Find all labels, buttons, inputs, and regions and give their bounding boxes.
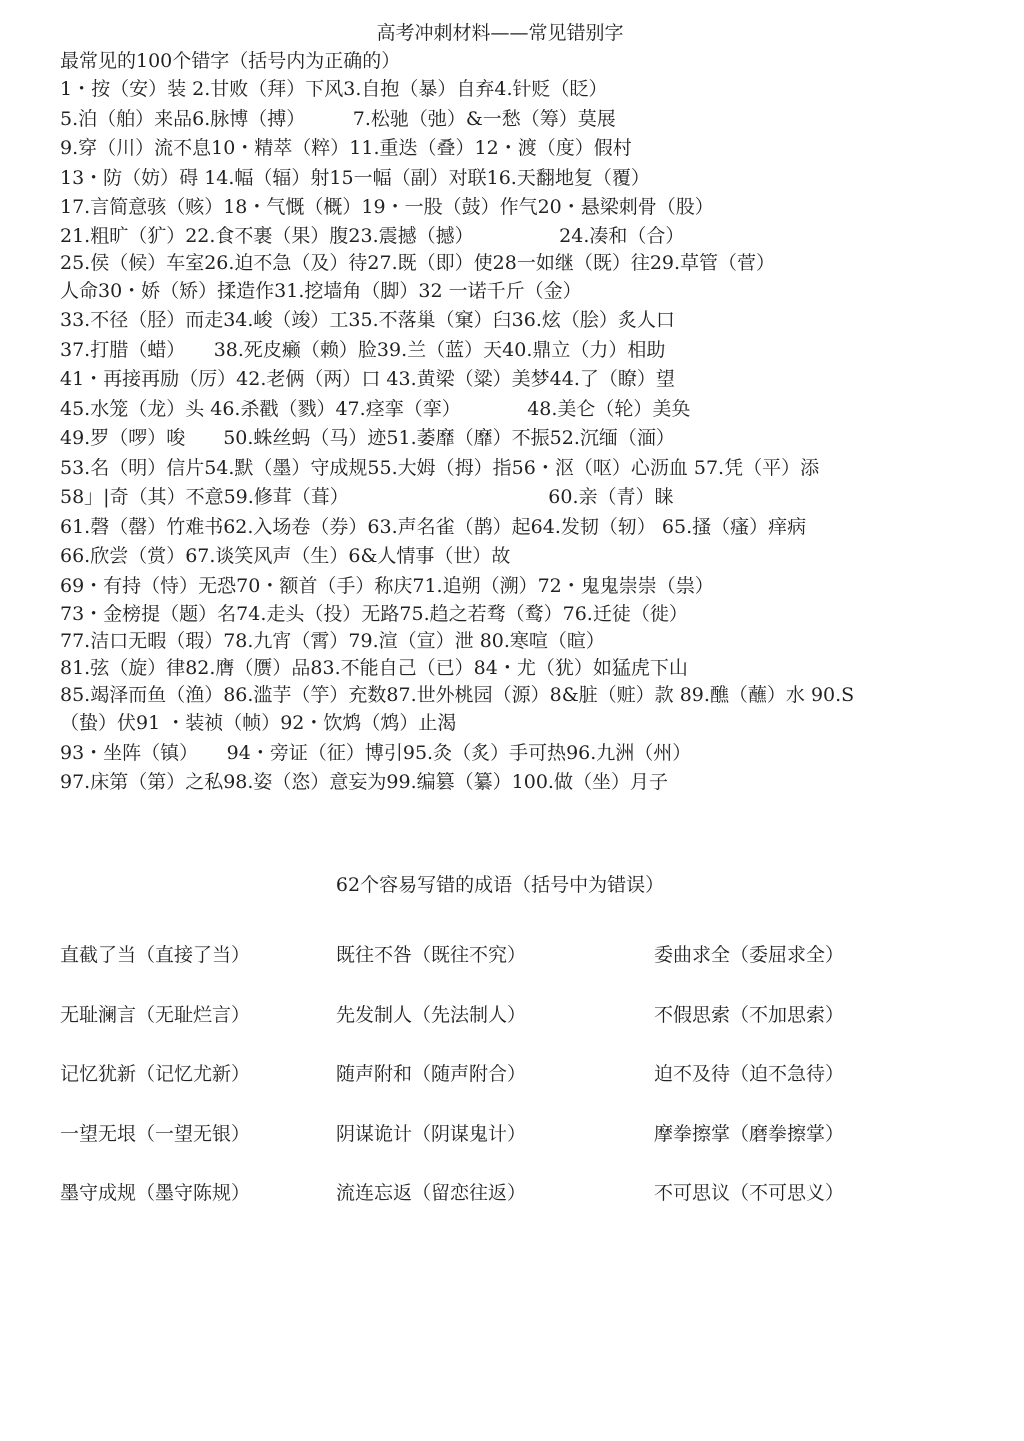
error-list-line: 45.水笼（龙）头 46.杀戳（戮）47.痉挛（挛） 48.美仑（轮）美奂 [60, 397, 691, 420]
error-list-line: 5.泊（舶）来品6.脉博（搏） 7.松驰（弛）&一愁（筹）莫展 [60, 107, 616, 130]
idiom-item: 直截了当（直接了当） [60, 944, 251, 966]
idiom-item: 阴谋诡计（阴谋鬼计） [336, 1122, 527, 1145]
error-list-line: 9.穿（川）流不息10・精萃（粹）11.重迭（叠）12・渡（度）假村 [60, 137, 632, 159]
idiom-item: 摩拳擦掌（磨拳擦掌） [654, 1122, 845, 1145]
error-list-line: 17.言简意骇（赅）18・气慨（概）19・一股（鼓）作气20・悬梁刺骨（股） [60, 196, 714, 218]
idiom-item: 不可思议（不可思义） [654, 1182, 845, 1204]
idiom-row [60, 1178, 960, 1238]
error-list-line: 1・按（安）装 2.甘败（拜）下风3.自抱（暴）自弃4.针贬（眨） [60, 78, 608, 100]
error-list-line: 69・有持（恃）无恐70・额首（手）称庆71.追朔（溯）72・鬼鬼崇崇（祟） [60, 574, 714, 597]
error-list-line: （蛰）伏91 ・装祯（帧）92・饮鸩（鸩）止渴 [60, 712, 457, 734]
idiom-row [60, 1059, 960, 1119]
error-list-line: 61.磬（罄）竹难书62.入场卷（券）63.声名雀（鹊）起64.发韧（轫） 65.搔（瘙）痒病 [60, 515, 807, 538]
section2-heading: 62个容易写错的成语（括号中为错误） [335, 874, 665, 896]
idiom-row [60, 1119, 960, 1179]
section1-heading: 最常见的100个错字（括号内为正确的） [60, 50, 401, 72]
idiom-item: 记忆犹新（记忆尤新） [60, 1063, 251, 1085]
error-list-line: 25.侯（候）车室26.迫不急（及）待27.既（即）使28一如继（既）往29.草管（菅） [60, 251, 776, 274]
idiom-item: 先发制人（先法制人） [336, 1003, 527, 1026]
error-list-line: 73・金榜提（题）名74.走头（投）无路75.趋之若骛（鹜）76.迁徒（徙） [60, 603, 688, 625]
error-list-line: 33.不径（胫）而走34.峻（竣）工35.不落巢（窠）臼36.炫（脍）炙人口 [60, 309, 675, 331]
error-list-line: 93・坐阵（镇） 94・旁证（征）博引95.灸（炙）手可热96.九洲（州） [60, 741, 692, 764]
error-list-line: 81.弦（旋）律82.膺（赝）品83.不能自己（已）84・尤（犹）如猛虎下山 [60, 657, 688, 679]
idiom-item: 无耻澜言（无耻烂言） [60, 1003, 251, 1026]
idiom-item: 迫不及待（迫不急待） [654, 1063, 845, 1085]
error-list-line: 53.名（明）信片54.默（墨）守成规55.大姆（拇）指56・沤（呕）心沥血 57.凭（平）添 [60, 456, 820, 479]
error-list-line: 49.罗（啰）唆 50.蛛丝蚂（马）迹51.萎靡（靡）不振52.沉缅（湎） [60, 427, 675, 449]
idiom-item: 不假思索（不加思索） [654, 1003, 845, 1026]
idiom-item: 既往不咎（既往不究） [336, 944, 527, 966]
idiom-item: 随声附和（随声附合） [336, 1063, 527, 1085]
error-list-line: 85.竭泽而鱼（渔）86.滥芋（竽）充数87.世外桃园（源）8&脏（赃）款 89.醮（蘸）水 90.S [60, 684, 855, 706]
error-list-line: 41・再接再励（厉）42.老俩（两）口 43.黄梁（粱）美梦44.了（瞭）望 [60, 368, 675, 390]
error-list-line: 97.床第（第）之私98.姿（恣）意妄为99.编篡（纂）100.做（坐）月子 [60, 771, 668, 793]
error-list-line: 58」|奇（其）不意59.修茸（葺） 60.亲（青）睐 [60, 486, 674, 508]
error-list-line: 13・防（妨）碍 14.幅（辐）射15一幅（副）对联16.天翻地复（覆） [60, 166, 650, 189]
idiom-item: 墨守成规（墨守陈规） [60, 1182, 251, 1204]
error-list-line: 人命30・娇（矫）揉造作31.挖墙角（脚）32 一诺千斤（金） [60, 279, 582, 302]
error-list-line: 77.洁口无暇（瑕）78.九宵（霄）79.渲（宣）泄 80.寒喧（暄） [60, 630, 605, 652]
idiom-row [60, 1000, 960, 1060]
error-list-line: 66.欣尝（赏）67.谈笑风声（生）6&人情事（世）故 [60, 545, 511, 567]
idiom-item: 一望无垠（一望无银） [60, 1122, 251, 1145]
error-list-line: 37.打腊（蜡） 38.死皮癞（赖）脸39.兰（蓝）天40.鼎立（力）相助 [60, 338, 666, 361]
idiom-row [60, 940, 960, 1000]
idiom-item: 委曲求全（委屈求全） [654, 944, 845, 966]
idiom-item: 流连忘返（留恋往返） [336, 1182, 527, 1204]
error-list [60, 75, 960, 798]
error-list-line: 21.粗旷（犷）22.食不裹（果）腹23.震撼（撼） 24.凑和（合） [60, 224, 685, 247]
page-title: 高考冲刺材料——常见错别字 [376, 22, 624, 44]
idiom-table [60, 940, 960, 1238]
